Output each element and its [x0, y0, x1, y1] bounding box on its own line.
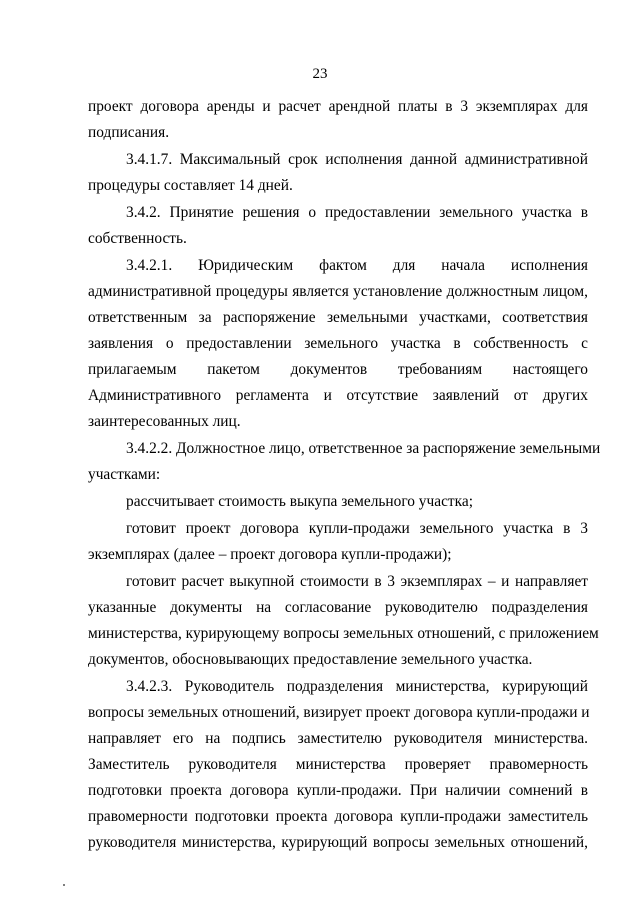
text-line: подписания.: [88, 124, 170, 141]
text-line: указанные документы на согласование руководителю подразделения: [88, 599, 588, 616]
text-line: руководителя министерства, курирующий вопросы земельных отношений,: [88, 834, 588, 851]
text-line: 3.4.2.1. Юридическим фактом для начала исполнения: [126, 257, 588, 274]
text-line: заинтересованных лиц.: [88, 413, 241, 430]
text-line: министерства, курирующему вопросы земельных отношений, с приложением: [88, 625, 599, 642]
scan-speck: [63, 884, 65, 886]
text-line: прилагаемым пакетом документов требованиям настоящего: [88, 361, 588, 378]
text-line: ответственным за распоряжение земельными участками, соответствия: [88, 309, 588, 326]
text-line: правомерности подготовки проекта договора купли-продажи заместитель: [88, 808, 588, 825]
text-line: 3.4.2. Принятие решения о предоставлении земельного участка в: [126, 204, 588, 221]
text-line: экземплярах (далее – проект договора купли-продажи);: [88, 546, 452, 563]
page-number: 23: [312, 66, 328, 82]
text-line: готовит проект договора купли-продажи земельного участка в 3: [126, 520, 588, 537]
text-line: административной процедуры является установление должностным лицом,: [88, 283, 588, 300]
text-line: направляет его на подпись заместителю руководителя министерства.: [88, 730, 588, 747]
text-line: проект договора аренды и расчет арендной платы в 3 экземплярах для: [88, 98, 588, 115]
text-line: документов, обосновывающих предоставление земельного участка.: [88, 651, 533, 668]
text-line: участками:: [88, 466, 161, 483]
text-line: Заместитель руководителя министерства проверяет правомерность: [88, 756, 588, 773]
text-line: подготовки проекта договора купли-продажи. При наличии сомнений в: [88, 782, 588, 799]
text-line: 3.4.1.7. Максимальный срок исполнения данной административной: [126, 151, 588, 168]
text-line: рассчитывает стоимость выкупа земельного участка;: [126, 493, 473, 510]
text-line: вопросы земельных отношений, визирует проект договора купли-продажи и: [88, 704, 590, 721]
text-line: 3.4.2.2. Должностное лицо, ответственное за распоряжение земельными: [126, 440, 601, 457]
text-line: Административного регламента и отсутствие заявлений от других: [88, 387, 588, 404]
text-line: 3.4.2.3. Руководитель подразделения министерства, курирующий: [126, 678, 588, 695]
text-line: собственность.: [88, 230, 187, 247]
text-line: заявления о предоставлении земельного участка в собственность с: [88, 335, 588, 352]
text-line: готовит расчет выкупной стоимости в 3 экземплярах – и направляет: [126, 573, 588, 590]
text-line: процедуры составляет 14 дней.: [88, 177, 293, 194]
